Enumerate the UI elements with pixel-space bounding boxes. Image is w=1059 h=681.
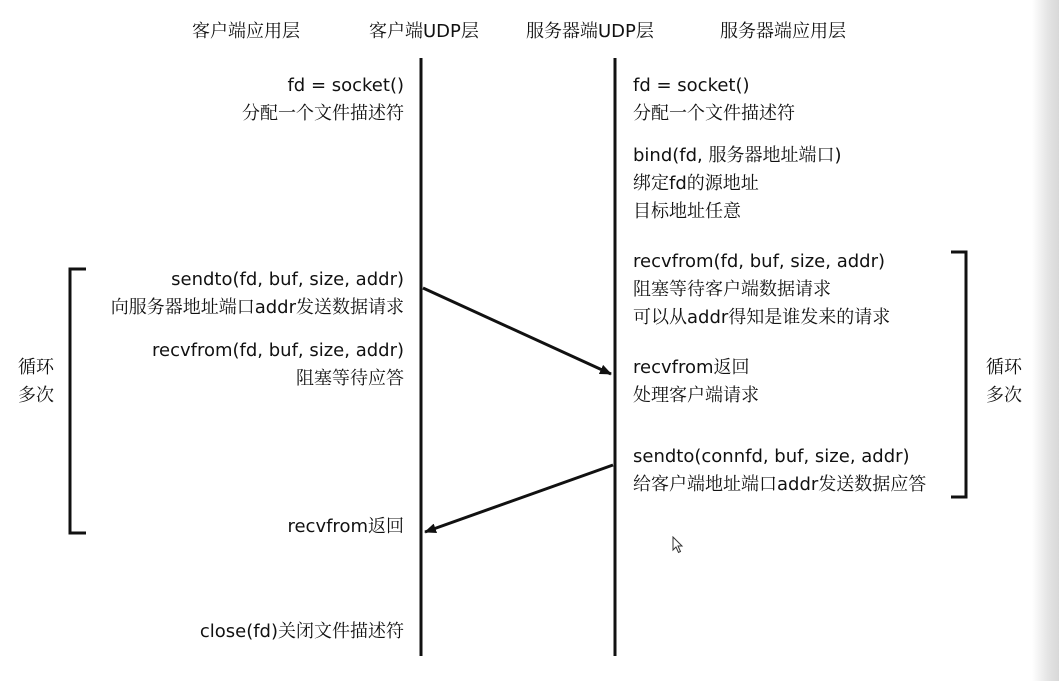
server-sendto-desc: 给客户端地址端口addr发送数据应答 xyxy=(633,474,927,495)
server-bind-call: bind(fd, 服务器地址端口) xyxy=(633,145,842,166)
server-bind-desc2: 目标地址任意 xyxy=(633,201,741,222)
client-recvfrom-desc: 阻塞等待应答 xyxy=(296,368,404,389)
server-loop-label xyxy=(982,354,1026,410)
server-bind-block xyxy=(633,142,842,226)
server-recvfrom-block xyxy=(633,248,890,332)
client-recvfrom-call: recvfrom(fd, buf, size, addr) xyxy=(151,340,404,361)
server-socket-call: fd = socket() xyxy=(633,75,750,96)
client-recvfrom-return: recvfrom返回 xyxy=(287,516,404,537)
client-sendto-call: sendto(fd, buf, size, addr) xyxy=(171,269,404,290)
client-loop-line2: 多次 xyxy=(18,385,54,406)
server-loop-line2: 多次 xyxy=(986,385,1022,406)
header-client-udp: 客户端UDP层 xyxy=(369,21,479,42)
mouse-pointer-icon xyxy=(672,536,684,554)
server-recvfrom-return: recvfrom返回 xyxy=(633,357,750,378)
server-recvfrom-desc2: 可以从addr得知是谁发来的请求 xyxy=(633,307,891,328)
header-client-app: 客户端应用层 xyxy=(192,21,300,42)
header-server-app: 服务器端应用层 xyxy=(720,21,846,42)
client-recvfrom-block xyxy=(152,337,404,393)
server-process: 处理客户端请求 xyxy=(633,385,759,406)
header-server-udp: 服务器端UDP层 xyxy=(526,21,654,42)
client-sendto-block xyxy=(111,266,404,322)
server-sendto-block xyxy=(633,443,926,499)
client-loop-label xyxy=(14,354,58,410)
request-arrow xyxy=(423,288,611,374)
client-socket-desc: 分配一个文件描述符 xyxy=(242,103,404,124)
server-socket-desc: 分配一个文件描述符 xyxy=(633,103,795,124)
server-socket-block xyxy=(633,72,795,128)
server-loop-line1: 循环 xyxy=(986,357,1022,378)
server-loop-bracket xyxy=(951,252,966,497)
server-recvfrom-call: recvfrom(fd, buf, size, addr) xyxy=(633,251,886,272)
client-socket-call: fd = socket() xyxy=(287,75,404,96)
client-socket-block xyxy=(242,72,404,128)
client-close: close(fd)关闭文件描述符 xyxy=(199,621,404,642)
client-loop-line1: 循环 xyxy=(18,357,54,378)
response-arrow xyxy=(425,465,613,532)
server-recvfrom-desc1: 阻塞等待客户端数据请求 xyxy=(633,279,831,300)
server-return-block xyxy=(633,354,759,410)
server-sendto-call: sendto(connfd, buf, size, addr) xyxy=(633,446,910,467)
client-loop-bracket xyxy=(70,269,86,533)
server-bind-desc1: 绑定fd的源地址 xyxy=(633,173,759,194)
client-sendto-desc: 向服务器地址端口addr发送数据请求 xyxy=(110,297,404,318)
